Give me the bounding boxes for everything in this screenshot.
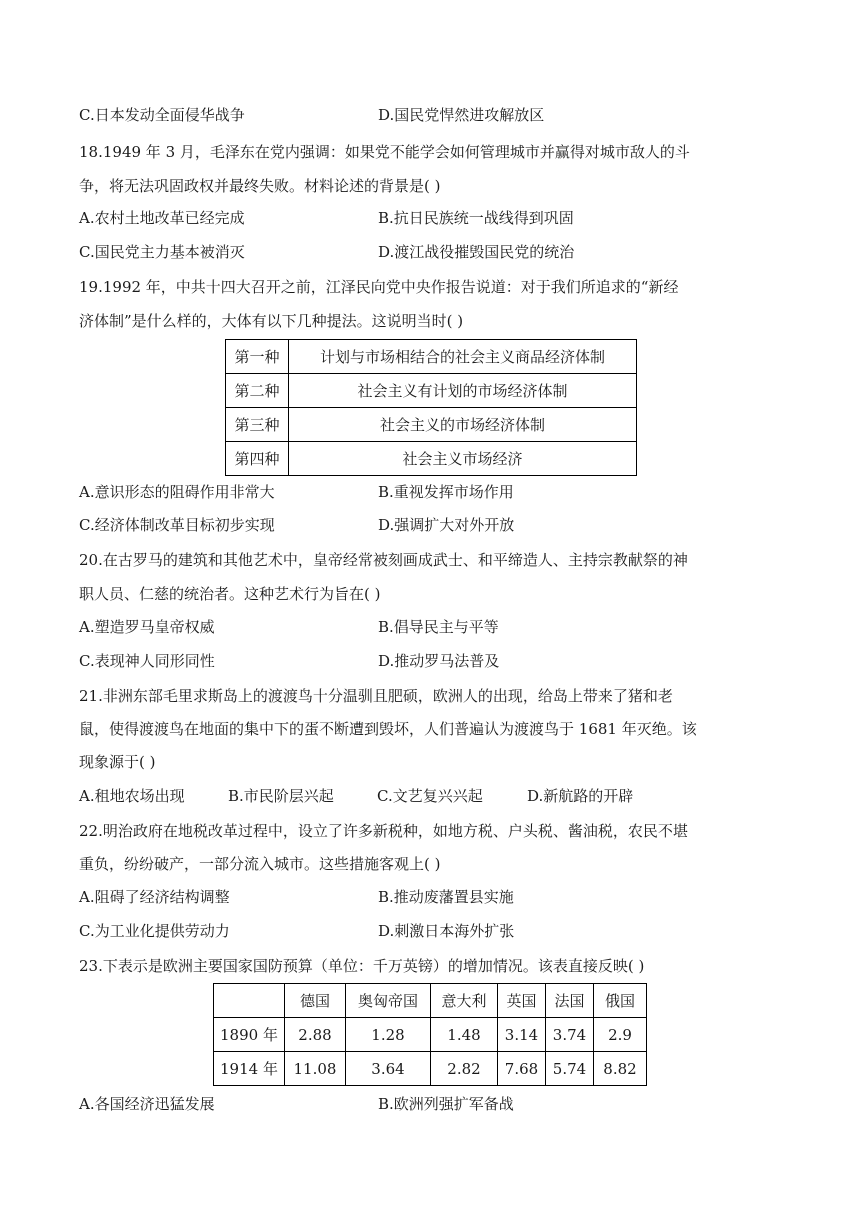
q20-option-a: A.塑造罗马皇帝权威 <box>79 618 215 636</box>
q23-stem: 23.下表示是欧洲主要国家国防预算（单位：千万英镑）的增加情况。该表直接反映( ) <box>79 957 645 975</box>
q23-option-b: B.欧洲列强扩军备战 <box>378 1095 514 1113</box>
q21-option-d: D.新航路的开辟 <box>527 787 634 805</box>
q19-option-c: C.经济体制改革目标初步实现 <box>79 516 275 534</box>
q21-stem-line-1: 21.非洲东部毛里求斯岛上的渡渡鸟十分温驯且肥硕，欧洲人的出现，给岛上带来了猪和老 <box>79 687 673 705</box>
q21-stem-line-3: 现象源于( ) <box>79 753 156 771</box>
table-cell: 2.9 <box>594 1018 647 1052</box>
table-cell: 1890 年 <box>214 1018 285 1052</box>
q23-option-a: A.各国经济迅猛发展 <box>79 1095 215 1113</box>
table-header-row <box>214 984 647 1018</box>
table-cell: 1914 年 <box>214 1052 285 1086</box>
table-cell: 社会主义的市场经济体制 <box>289 408 637 442</box>
q22-option-c: C.为工业化提供劳动力 <box>79 922 230 940</box>
table-cell: 3.74 <box>546 1018 594 1052</box>
q19-option-b: B.重视发挥市场作用 <box>378 483 514 501</box>
q19-stem-line-2: 济体制”是什么样的，大体有以下几种提法。这说明当时( ) <box>79 312 464 330</box>
q22-stem-line-1: 22.明治政府在地税改革过程中，设立了许多新税种，如地方税、户头税、酱油税，农民不堪 <box>79 822 688 840</box>
table-cell: 第四种 <box>226 442 289 476</box>
table-row <box>214 1052 647 1086</box>
table-cell: 社会主义有计划的市场经济体制 <box>289 374 637 408</box>
q21-option-c: C.文艺复兴兴起 <box>377 787 483 805</box>
q18-option-b: B.抗日民族统一战线得到巩固 <box>378 209 574 227</box>
q18-option-a: A.农村土地改革已经完成 <box>79 209 245 227</box>
table-row <box>226 408 637 442</box>
q17-option-d: D.国民党悍然进攻解放区 <box>378 106 545 124</box>
q19-option-a: A.意识形态的阻碍作用非常大 <box>79 483 275 501</box>
table-header-cell: 德国 <box>285 984 346 1018</box>
q20-stem-line-1: 20.在古罗马的建筑和其他艺术中，皇帝经常被刻画成武士、和平缔造人、主持宗教献祭的神 <box>79 551 688 569</box>
table-cell: 社会主义市场经济 <box>289 442 637 476</box>
q21-stem-line-2: 鼠，使得渡渡鸟在地面的集中下的蛋不断遭到毁坏，人们普遍认为渡渡鸟于 1681 年灭绝。该 <box>79 720 697 738</box>
q22-option-d: D.刺激日本海外扩张 <box>378 922 515 940</box>
q20-stem-line-2: 职人员、仁慈的统治者。这种艺术行为旨在( ) <box>79 585 381 603</box>
table-row <box>226 442 637 476</box>
table-header-cell: 英国 <box>498 984 546 1018</box>
q20-option-d: D.推动罗马法普及 <box>378 652 500 670</box>
table-cell: 计划与市场相结合的社会主义商品经济体制 <box>289 340 637 374</box>
table-header-cell: 意大利 <box>431 984 498 1018</box>
q22-stem-line-2: 重负，纷纷破产，一部分流入城市。这些措施客观上( ) <box>79 855 441 873</box>
table-cell: 1.28 <box>346 1018 431 1052</box>
q19-stem-line-1: 19.1992 年，中共十四大召开之前，江泽民向党中央作报告说道：对于我们所追求的“新经 <box>79 278 679 296</box>
q18-option-d: D.渡江战役摧毁国民党的统治 <box>378 243 575 261</box>
q20-option-b: B.倡导民主与平等 <box>378 618 499 636</box>
table-header-cell: 奥匈帝国 <box>346 984 431 1018</box>
table-header-cell <box>214 984 285 1018</box>
table-cell: 2.82 <box>431 1052 498 1086</box>
q20-option-c: C.表现神人同形同性 <box>79 652 215 670</box>
table-cell: 3.64 <box>346 1052 431 1086</box>
table-cell: 第二种 <box>226 374 289 408</box>
table-row <box>226 340 637 374</box>
q19-table <box>225 339 637 476</box>
table-cell: 7.68 <box>498 1052 546 1086</box>
q21-option-b: B.市民阶层兴起 <box>228 787 334 805</box>
table-header-cell: 俄国 <box>594 984 647 1018</box>
table-cell: 2.88 <box>285 1018 346 1052</box>
q18-stem-line-1: 18.1949 年 3 月，毛泽东在党内强调：如果党不能学会如何管理城市并赢得对城市敌人的斗 <box>79 143 690 161</box>
table-cell: 3.14 <box>498 1018 546 1052</box>
table-row <box>226 374 637 408</box>
table-cell: 5.74 <box>546 1052 594 1086</box>
q22-option-a: A.阻碍了经济结构调整 <box>79 888 230 906</box>
q17-option-c: C.日本发动全面侵华战争 <box>79 106 245 124</box>
table-cell: 第一种 <box>226 340 289 374</box>
table-cell: 8.82 <box>594 1052 647 1086</box>
q22-option-b: B.推动废藩置县实施 <box>378 888 514 906</box>
table-header-cell: 法国 <box>546 984 594 1018</box>
table-cell: 1.48 <box>431 1018 498 1052</box>
q21-options <box>0 785 860 805</box>
q21-option-a: A.租地农场出现 <box>79 787 185 805</box>
q19-option-d: D.强调扩大对外开放 <box>378 516 515 534</box>
table-cell: 11.08 <box>285 1052 346 1086</box>
q18-option-c: C.国民党主力基本被消灭 <box>79 243 245 261</box>
q23-table <box>213 983 647 1086</box>
q18-stem-line-2: 争，将无法巩固政权并最终失败。材料论述的背景是( ) <box>79 177 441 195</box>
table-cell: 第三种 <box>226 408 289 442</box>
table-row <box>214 1018 647 1052</box>
